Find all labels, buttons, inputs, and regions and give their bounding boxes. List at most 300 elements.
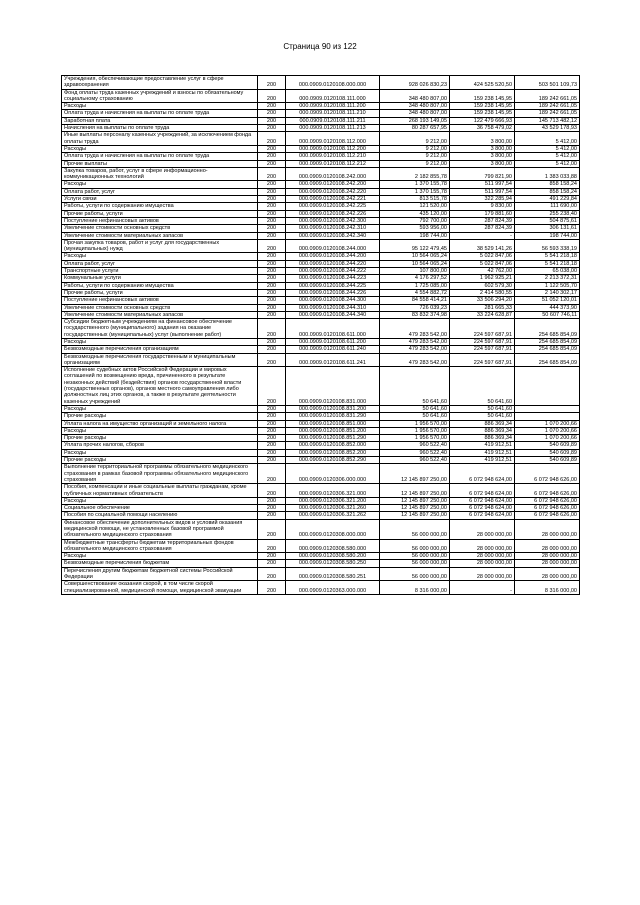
row-kbk: 000.0909.0120108.242.220	[286, 188, 380, 195]
row-executed: -	[450, 232, 515, 239]
row-kbk: 000.0909.0120306.321.262	[286, 512, 380, 519]
row-approved: 56 000 000,00	[380, 553, 450, 560]
row-code: 200	[258, 519, 286, 539]
row-unexecuted	[515, 405, 580, 412]
row-approved: 50 641,60	[380, 405, 450, 412]
row-name: Прочая закупка товаров, работ и услуг для государственных (муниципальных) нужд	[62, 239, 258, 253]
table-row	[62, 420, 580, 427]
row-executed: 2 414 580,55	[450, 289, 515, 296]
row-approved: 268 193 149,05	[380, 117, 450, 124]
row-approved: 107 800,00	[380, 268, 450, 275]
table-row	[62, 89, 580, 103]
row-name: Выполнение территориальной программы обязательного медицинского страхования в рамках базовой программы обязательного медицинского страхования	[62, 464, 258, 484]
row-unexecuted: 28 000 000,00	[515, 519, 580, 539]
row-approved: 121 520,00	[380, 203, 450, 210]
row-name: Прочие работы, услуги	[62, 289, 258, 296]
row-kbk: 000.0909.0120108.112.210	[286, 153, 380, 160]
row-executed: 419 912,51	[450, 449, 515, 456]
row-kbk: 000.0909.0120108.244.223	[286, 275, 380, 282]
row-approved: 12 145 897 250,00	[380, 464, 450, 484]
table-row	[62, 297, 580, 304]
row-kbk: 000.0909.0120108.831.290	[286, 413, 380, 420]
table-row	[62, 125, 580, 132]
row-executed: 159 238 145,95	[450, 110, 515, 117]
table-row	[62, 457, 580, 464]
row-kbk: 000.0909.0120108.244.220	[286, 260, 380, 267]
row-executed: 281 665,33	[450, 304, 515, 311]
row-code: 200	[258, 188, 286, 195]
row-approved: 56 000 000,00	[380, 519, 450, 539]
row-approved: 348 480 807,00	[380, 89, 450, 103]
row-approved: 479 283 542,00	[380, 338, 450, 345]
page-title: Страница 90 из 122	[283, 42, 357, 51]
row-kbk: 000.0909.0120108.111.211	[286, 117, 380, 124]
row-name: Безвозмездные перечисления бюджетам	[62, 560, 258, 567]
row-code: 200	[258, 239, 286, 253]
row-code: 200	[258, 311, 286, 318]
table-row	[62, 196, 580, 203]
row-approved: 56 000 000,00	[380, 567, 450, 581]
row-kbk: 000.0909.0120108.112.212	[286, 160, 380, 167]
row-unexecuted: 51 052 120,01	[515, 297, 580, 304]
row-code: 200	[258, 253, 286, 260]
row-approved: 83 832 374,98	[380, 311, 450, 318]
table-row	[62, 225, 580, 232]
row-approved: 84 558 414,21	[380, 297, 450, 304]
row-executed: 6 072 948 624,00	[450, 497, 515, 504]
row-executed: 179 881,60	[450, 210, 515, 217]
row-kbk: 000.0909.0120108.244.225	[286, 282, 380, 289]
row-approved: 95 122 479,45	[380, 239, 450, 253]
row-name: Социальное обеспечение	[62, 505, 258, 512]
row-name: Расходы	[62, 181, 258, 188]
row-approved: 792 700,00	[380, 217, 450, 224]
row-kbk: 000.0909.0120108.244.226	[286, 289, 380, 296]
row-kbk: 000.0909.0120108.242.226	[286, 210, 380, 217]
row-executed: 33 506 294,20	[450, 297, 515, 304]
row-executed: 224 597 687,91	[450, 338, 515, 345]
row-executed: 50 641,60	[450, 367, 515, 406]
row-approved: 80 287 657,95	[380, 125, 450, 132]
row-name: Прочие расходы	[62, 413, 258, 420]
row-approved: 10 564 065,24	[380, 253, 450, 260]
row-kbk: 000.0909.0120108.242.300	[286, 217, 380, 224]
row-executed: 287 824,39	[450, 217, 515, 224]
table-row	[62, 427, 580, 434]
row-unexecuted: 254 685 854,09	[515, 338, 580, 345]
row-approved: 593 956,00	[380, 225, 450, 232]
row-unexecuted	[515, 413, 580, 420]
row-unexecuted: 28 000 000,00	[515, 560, 580, 567]
table-row	[62, 268, 580, 275]
row-unexecuted: 2 213 372,31	[515, 275, 580, 282]
row-kbk: 000.0909.0120108.244.000	[286, 239, 380, 253]
row-kbk: 000.0909.0120306.000.000	[286, 464, 380, 484]
row-kbk: 000.0909.0120308.000.000	[286, 519, 380, 539]
table-row	[62, 319, 580, 339]
table-row	[62, 497, 580, 504]
row-kbk: 000.0909.0120308.580.250	[286, 560, 380, 567]
table-row	[62, 449, 580, 456]
row-executed: 224 597 687,91	[450, 353, 515, 367]
table-row	[62, 353, 580, 367]
table-row	[62, 304, 580, 311]
row-kbk: 000.0909.0120108.242.310	[286, 225, 380, 232]
row-unexecuted: 255 238,40	[515, 210, 580, 217]
row-code: 200	[258, 117, 286, 124]
row-kbk: 000.0909.0120308.580.200	[286, 553, 380, 560]
row-unexecuted: 504 875,61	[515, 217, 580, 224]
row-code: 200	[258, 539, 286, 553]
row-code: 200	[258, 203, 286, 210]
row-approved: 4 176 297,52	[380, 275, 450, 282]
row-unexecuted: 6 072 948 626,00	[515, 484, 580, 498]
table-row	[62, 181, 580, 188]
table-row	[62, 560, 580, 567]
row-kbk: 000.0909.0120108.244.300	[286, 297, 380, 304]
row-kbk: 000.0909.0120108.111.000	[286, 89, 380, 103]
row-code: 200	[258, 110, 286, 117]
row-executed: 5 022 847,06	[450, 260, 515, 267]
row-name: Оплата работ, услуг	[62, 188, 258, 195]
row-code: 200	[258, 282, 286, 289]
row-name: Прочие выплаты	[62, 160, 258, 167]
row-executed: 886 369,34	[450, 427, 515, 434]
row-name: Финансовое обеспечение дополнительных видов и условий оказания медицинской помощи, не установленных базовой программой обязательного медицинского страхования	[62, 519, 258, 539]
row-code: 200	[258, 145, 286, 152]
row-executed: 1 962 925,21	[450, 275, 515, 282]
row-unexecuted: 491 229,84	[515, 196, 580, 203]
row-name: Закупка товаров, работ, услуг в сфере информационно-коммуникационных технологий	[62, 167, 258, 181]
row-unexecuted: 5 412,00	[515, 160, 580, 167]
row-name: Услуги связи	[62, 196, 258, 203]
row-code: 200	[258, 210, 286, 217]
row-code: 200	[258, 553, 286, 560]
row-approved: 1 370 155,78	[380, 188, 450, 195]
row-executed: 5 022 847,06	[450, 253, 515, 260]
row-code: 200	[258, 353, 286, 367]
table-row	[62, 110, 580, 117]
row-unexecuted: 6 072 948 626,00	[515, 497, 580, 504]
row-executed: 50 641,60	[450, 405, 515, 412]
row-executed: 602 579,30	[450, 282, 515, 289]
row-code: 200	[258, 196, 286, 203]
row-code: 200	[258, 581, 286, 595]
row-unexecuted: 5 412,00	[515, 132, 580, 146]
row-kbk: 000.0909.0120108.831.200	[286, 405, 380, 412]
row-unexecuted: 858 158,24	[515, 181, 580, 188]
row-code: 200	[258, 420, 286, 427]
row-approved: 4 554 882,72	[380, 289, 450, 296]
row-unexecuted: 28 000 000,00	[515, 553, 580, 560]
row-unexecuted: 43 529 178,93	[515, 125, 580, 132]
row-name: Пособия по социальной помощи населению	[62, 512, 258, 519]
row-approved: 1 725 085,00	[380, 282, 450, 289]
row-executed: 159 238 145,95	[450, 103, 515, 110]
row-executed: 38 529 141,26	[450, 239, 515, 253]
row-code: 200	[258, 103, 286, 110]
row-approved: 9 212,00	[380, 153, 450, 160]
row-unexecuted: 5 541 218,18	[515, 253, 580, 260]
row-approved: 8 316 000,00	[380, 581, 450, 595]
row-approved: 50 641,60	[380, 413, 450, 420]
row-code: 200	[258, 289, 286, 296]
row-name: Увеличение стоимости материальных запасов	[62, 232, 258, 239]
table-row	[62, 539, 580, 553]
row-approved: 813 515,78	[380, 196, 450, 203]
table-row	[62, 435, 580, 442]
row-name: Расходы	[62, 145, 258, 152]
row-executed: 3 800,00	[450, 145, 515, 152]
row-kbk: 000.0909.0120108.611.000	[286, 319, 380, 339]
row-unexecuted: 111 690,00	[515, 203, 580, 210]
row-unexecuted: 8 316 000,00	[515, 581, 580, 595]
row-name: Фонд оплаты труда казенных учреждений и взносы по обязательному социальному страхованию	[62, 89, 258, 103]
row-unexecuted: 56 593 338,19	[515, 239, 580, 253]
table-row	[62, 232, 580, 239]
row-name: Пособия, компенсации и иные социальные выплаты гражданам, кроме публичных нормативных обязательств	[62, 484, 258, 498]
row-name: Исполнение судебных актов Российской Федерации и мировых соглашений по возмещению вреда, причиненного в результате незаконных действий (бездействия) органов государственной власти (государственных органов), органов местного самоуправления либо должностных лиц этих органов, а также в результате деятельности казенных учреждений	[62, 367, 258, 406]
budget-table-body	[62, 76, 580, 595]
row-executed: 50 641,60	[450, 413, 515, 420]
row-kbk: 000.0909.0120108.611.240	[286, 346, 380, 353]
row-kbk: 000.0909.0120308.580.251	[286, 567, 380, 581]
table-row	[62, 188, 580, 195]
row-executed: 28 000 000,00	[450, 539, 515, 553]
table-row	[62, 117, 580, 124]
table-row	[62, 203, 580, 210]
row-unexecuted: 2 140 302,17	[515, 289, 580, 296]
row-unexecuted: 254 685 854,09	[515, 353, 580, 367]
row-unexecuted: 189 242 661,05	[515, 89, 580, 103]
row-kbk: 000.0909.0120108.851.200	[286, 427, 380, 434]
row-kbk: 000.0909.0120108.851.000	[286, 420, 380, 427]
row-name: Расходы	[62, 103, 258, 110]
row-code: 200	[258, 89, 286, 103]
row-unexecuted: 444 373,90	[515, 304, 580, 311]
table-row	[62, 282, 580, 289]
row-kbk: 000.0909.0120108.242.225	[286, 203, 380, 210]
row-approved: 10 564 065,24	[380, 260, 450, 267]
row-executed: 6 072 948 624,00	[450, 505, 515, 512]
row-code: 200	[258, 268, 286, 275]
row-code: 200	[258, 125, 286, 132]
row-unexecuted: 5 412,00	[515, 153, 580, 160]
row-unexecuted: 6 072 948 626,00	[515, 505, 580, 512]
row-name: Межбюджетные трансферты бюджетам территориальных фондов обязательного медицинского страхования	[62, 539, 258, 553]
row-kbk: 000.0909.0120108.112.200	[286, 145, 380, 152]
row-executed: 6 072 948 624,00	[450, 484, 515, 498]
row-name: Работы, услуги по содержанию имущества	[62, 203, 258, 210]
table-row	[62, 260, 580, 267]
row-kbk: 000.0909.0120108.852.290	[286, 457, 380, 464]
row-approved: 1 370 155,78	[380, 181, 450, 188]
row-executed: 3 800,00	[450, 153, 515, 160]
row-code: 200	[258, 457, 286, 464]
row-executed: 224 597 687,91	[450, 346, 515, 353]
row-kbk: 000.0909.0120108.112.000	[286, 132, 380, 146]
row-name: Совершенствование оказания скорой, в том числе скорой специализированной, медицинской помощи, медицинской эвакуации	[62, 581, 258, 595]
row-kbk: 000.0909.0120108.000.000	[286, 76, 380, 90]
row-kbk: 000.0909.0120108.242.340	[286, 232, 380, 239]
table-row	[62, 76, 580, 90]
row-executed: 6 072 948 624,00	[450, 464, 515, 484]
row-executed: 33 224 628,87	[450, 311, 515, 318]
row-executed: 28 000 000,00	[450, 519, 515, 539]
row-code: 200	[258, 225, 286, 232]
row-unexecuted: 5 412,00	[515, 145, 580, 152]
row-unexecuted: 198 744,00	[515, 232, 580, 239]
row-kbk: 000.0909.0120306.321.000	[286, 484, 380, 498]
row-unexecuted: 540 609,89	[515, 457, 580, 464]
row-name: Оплата труда и начисления на выплаты по оплате труда	[62, 153, 258, 160]
row-name: Прочие расходы	[62, 457, 258, 464]
row-approved: 960 522,40	[380, 449, 450, 456]
row-kbk: 000.0909.0120108.244.310	[286, 304, 380, 311]
table-row	[62, 519, 580, 539]
row-name: Безвозмездные перечисления государственным и муниципальным организациям	[62, 353, 258, 367]
row-executed: 3 800,00	[450, 132, 515, 146]
table-row	[62, 145, 580, 152]
row-name: Поступление нефинансовых активов	[62, 297, 258, 304]
row-kbk: 000.0909.0120108.111.200	[286, 103, 380, 110]
row-executed: 799 821,90	[450, 167, 515, 181]
row-approved: 56 000 000,00	[380, 560, 450, 567]
row-approved: 1 956 570,00	[380, 435, 450, 442]
row-kbk: 000.0909.0120108.611.241	[286, 353, 380, 367]
row-approved: 12 145 897 250,00	[380, 497, 450, 504]
row-name: Уплата налога на имущество организаций и земельного налога	[62, 420, 258, 427]
row-approved: 50 641,60	[380, 367, 450, 406]
row-name: Уплата прочих налогов, сборов	[62, 442, 258, 449]
row-unexecuted: 1 070 200,66	[515, 435, 580, 442]
row-kbk: 000.0909.0120108.111.213	[286, 125, 380, 132]
row-code: 200	[258, 484, 286, 498]
row-unexecuted: 306 131,61	[515, 225, 580, 232]
row-approved: 9 212,00	[380, 145, 450, 152]
row-unexecuted: 50 607 746,11	[515, 311, 580, 318]
row-unexecuted: 189 242 661,05	[515, 103, 580, 110]
table-row	[62, 367, 580, 406]
row-unexecuted: 28 000 000,00	[515, 539, 580, 553]
table-row	[62, 311, 580, 318]
row-code: 200	[258, 160, 286, 167]
row-executed: 511 997,54	[450, 188, 515, 195]
row-approved: 12 145 897 250,00	[380, 505, 450, 512]
table-row	[62, 153, 580, 160]
row-name: Расходы	[62, 497, 258, 504]
row-kbk: 000.0909.0120306.321.260	[286, 505, 380, 512]
row-executed: 9 830,00	[450, 203, 515, 210]
row-approved: 1 956 570,00	[380, 427, 450, 434]
row-name: Оплата труда и начисления на выплаты по оплате труда	[62, 110, 258, 117]
row-name: Безвозмездные перечисления организациям	[62, 346, 258, 353]
row-name: Прочие работы, услуги	[62, 210, 258, 217]
row-name: Учреждения, обеспечивающие предоставление услуг в сфере здравоохранения	[62, 76, 258, 90]
row-kbk: 000.0909.0120108.244.200	[286, 253, 380, 260]
row-code: 200	[258, 567, 286, 581]
row-unexecuted: 5 541 218,18	[515, 260, 580, 267]
table-row	[62, 464, 580, 484]
row-approved: 12 145 897 250,00	[380, 484, 450, 498]
row-code: 200	[258, 181, 286, 188]
row-unexecuted: 28 000 000,00	[515, 567, 580, 581]
table-row	[62, 505, 580, 512]
row-kbk: 000.0909.0120108.852.000	[286, 442, 380, 449]
row-unexecuted: 1 070 200,66	[515, 420, 580, 427]
row-unexecuted: 6 072 948 626,00	[515, 464, 580, 484]
row-code: 200	[258, 232, 286, 239]
table-row	[62, 442, 580, 449]
row-approved: 348 480 807,00	[380, 110, 450, 117]
row-name: Субсидии бюджетным учреждениям на финансовое обеспечение государственного (муниципального) задания на оказание государственных (муниципальных) услуг (выполнение работ)	[62, 319, 258, 339]
row-approved: 435 120,00	[380, 210, 450, 217]
row-approved: 9 212,00	[380, 160, 450, 167]
row-kbk: 000.0909.0120108.611.200	[286, 338, 380, 345]
budget-table	[61, 75, 580, 595]
row-name: Расходы	[62, 449, 258, 456]
row-name: Начисления на выплаты по оплате труда	[62, 125, 258, 132]
table-row	[62, 132, 580, 146]
row-code: 200	[258, 464, 286, 484]
row-code: 200	[258, 132, 286, 146]
row-approved: 9 212,00	[380, 132, 450, 146]
row-unexecuted: 540 609,89	[515, 442, 580, 449]
row-code: 200	[258, 413, 286, 420]
row-approved: 479 283 542,00	[380, 346, 450, 353]
row-code: 200	[258, 76, 286, 90]
row-kbk: 000.0909.0120108.852.200	[286, 449, 380, 456]
row-executed: -	[450, 581, 515, 595]
table-row	[62, 167, 580, 181]
row-approved: 348 480 807,00	[380, 103, 450, 110]
row-code: 200	[258, 275, 286, 282]
row-unexecuted: 1 383 033,88	[515, 167, 580, 181]
row-executed: 28 000 000,00	[450, 567, 515, 581]
row-code: 200	[258, 560, 286, 567]
row-kbk: 000.0909.0120308.580.000	[286, 539, 380, 553]
row-code: 200	[258, 319, 286, 339]
row-unexecuted: 858 158,24	[515, 188, 580, 195]
row-kbk: 000.0909.0120108.244.222	[286, 268, 380, 275]
row-code: 200	[258, 367, 286, 406]
row-code: 200	[258, 512, 286, 519]
table-row	[62, 338, 580, 345]
row-unexecuted: 65 038,00	[515, 268, 580, 275]
row-name: Увеличение стоимости материальных запасов	[62, 311, 258, 318]
row-kbk: 000.0909.0120108.242.000	[286, 167, 380, 181]
row-executed: 886 369,34	[450, 435, 515, 442]
row-executed: 886 369,34	[450, 420, 515, 427]
table-row	[62, 289, 580, 296]
row-name: Заработная плата	[62, 117, 258, 124]
row-kbk: 000.0909.0120108.242.200	[286, 181, 380, 188]
row-name: Расходы	[62, 427, 258, 434]
table-row	[62, 103, 580, 110]
row-approved: 56 000 000,00	[380, 539, 450, 553]
table-row	[62, 346, 580, 353]
row-executed: 424 525 520,50	[450, 76, 515, 90]
table-row	[62, 484, 580, 498]
row-name: Коммунальные услуги	[62, 275, 258, 282]
row-code: 200	[258, 217, 286, 224]
row-approved: 726 039,23	[380, 304, 450, 311]
row-name: Расходы	[62, 253, 258, 260]
row-name: Расходы	[62, 338, 258, 345]
table-row	[62, 253, 580, 260]
row-name: Прочие расходы	[62, 435, 258, 442]
row-unexecuted: 503 501 109,73	[515, 76, 580, 90]
